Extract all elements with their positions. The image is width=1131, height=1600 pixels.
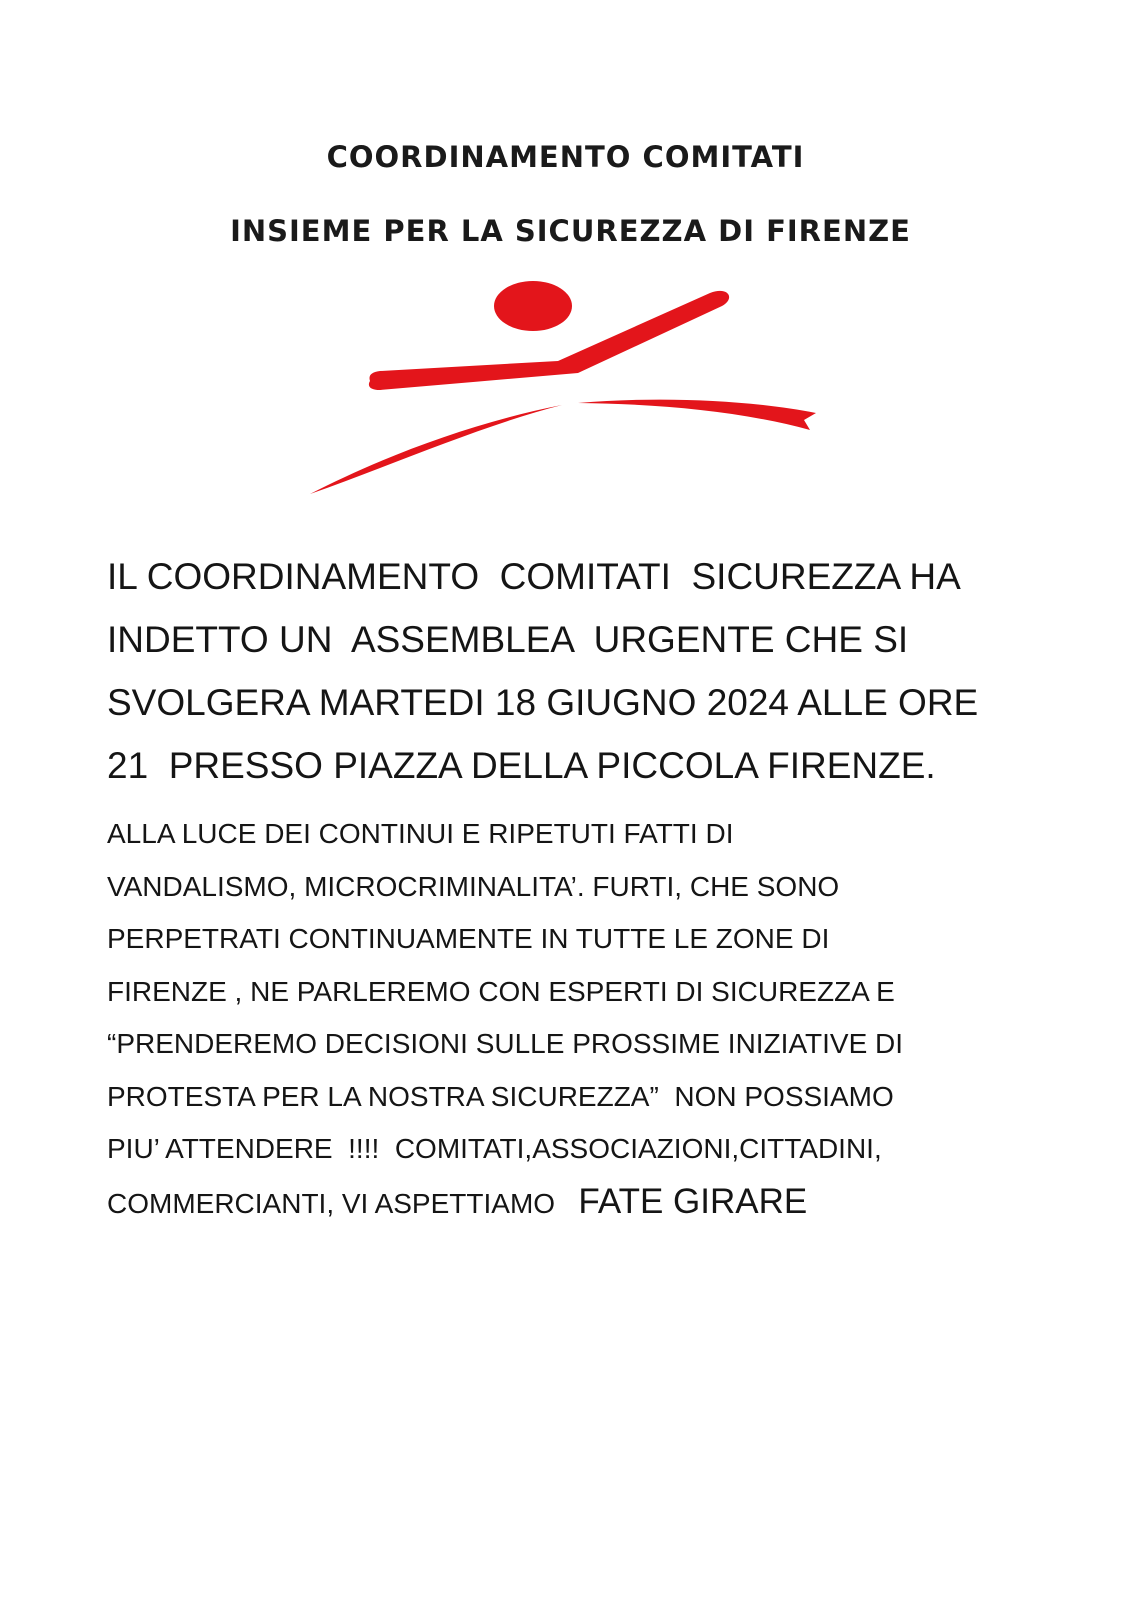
body-paragraph bbox=[107, 808, 1067, 1230]
logo-back-leg bbox=[310, 405, 562, 494]
body-last-line bbox=[107, 1176, 1067, 1231]
header-subtitle: INSIEME PER LA SICUREZZA DI FIRENZE bbox=[230, 214, 911, 248]
logo-head bbox=[494, 281, 572, 331]
body-last-line-text: COMMERCIANTI, VI ASPETTIAMO bbox=[107, 1187, 579, 1219]
body-line: ALLA LUCE DEI CONTINUI E RIPETUTI FATTI DI bbox=[107, 818, 734, 849]
announcement-line: SVOLGERA MARTEDI 18 GIUGNO 2024 ALLE ORE bbox=[107, 682, 979, 723]
body-line: “PRENDEREMO DECISIONI SULLE PROSSIME INIZIATIVE DI bbox=[107, 1028, 904, 1059]
logo-front-leg bbox=[578, 400, 816, 430]
body-line: VANDALISMO, MICROCRIMINALITA’. FURTI, CHE SONO bbox=[107, 870, 840, 902]
body-line: FIRENZE , NE PARLEREMO CON ESPERTI DI SICUREZZA E bbox=[107, 975, 895, 1007]
announcement-line: IL COORDINAMENTO COMITATI SICUREZZA HA bbox=[107, 556, 961, 597]
announcement-line: 21 PRESSO PIAZZA DELLA PICCOLA FIRENZE. bbox=[107, 745, 936, 786]
call-to-action: FATE GIRARE bbox=[578, 1181, 808, 1221]
announcement-text bbox=[107, 545, 1067, 797]
announcement-line: INDETTO UN ASSEMBLEA URGENTE CHE SI bbox=[107, 619, 909, 660]
body-line: PIU’ ATTENDERE !!!! COMITATI,ASSOCIAZIONI,CITTADINI, bbox=[107, 1133, 882, 1164]
running-figure-logo bbox=[300, 278, 830, 508]
header-title: COORDINAMENTO COMITATI bbox=[326, 140, 805, 174]
body-line: PROTESTA PER LA NOSTRA SICUREZZA” NON POSSIAMO bbox=[107, 1080, 894, 1112]
body-line: PERPETRATI CONTINUAMENTE IN TUTTE LE ZONE DI bbox=[107, 923, 830, 954]
